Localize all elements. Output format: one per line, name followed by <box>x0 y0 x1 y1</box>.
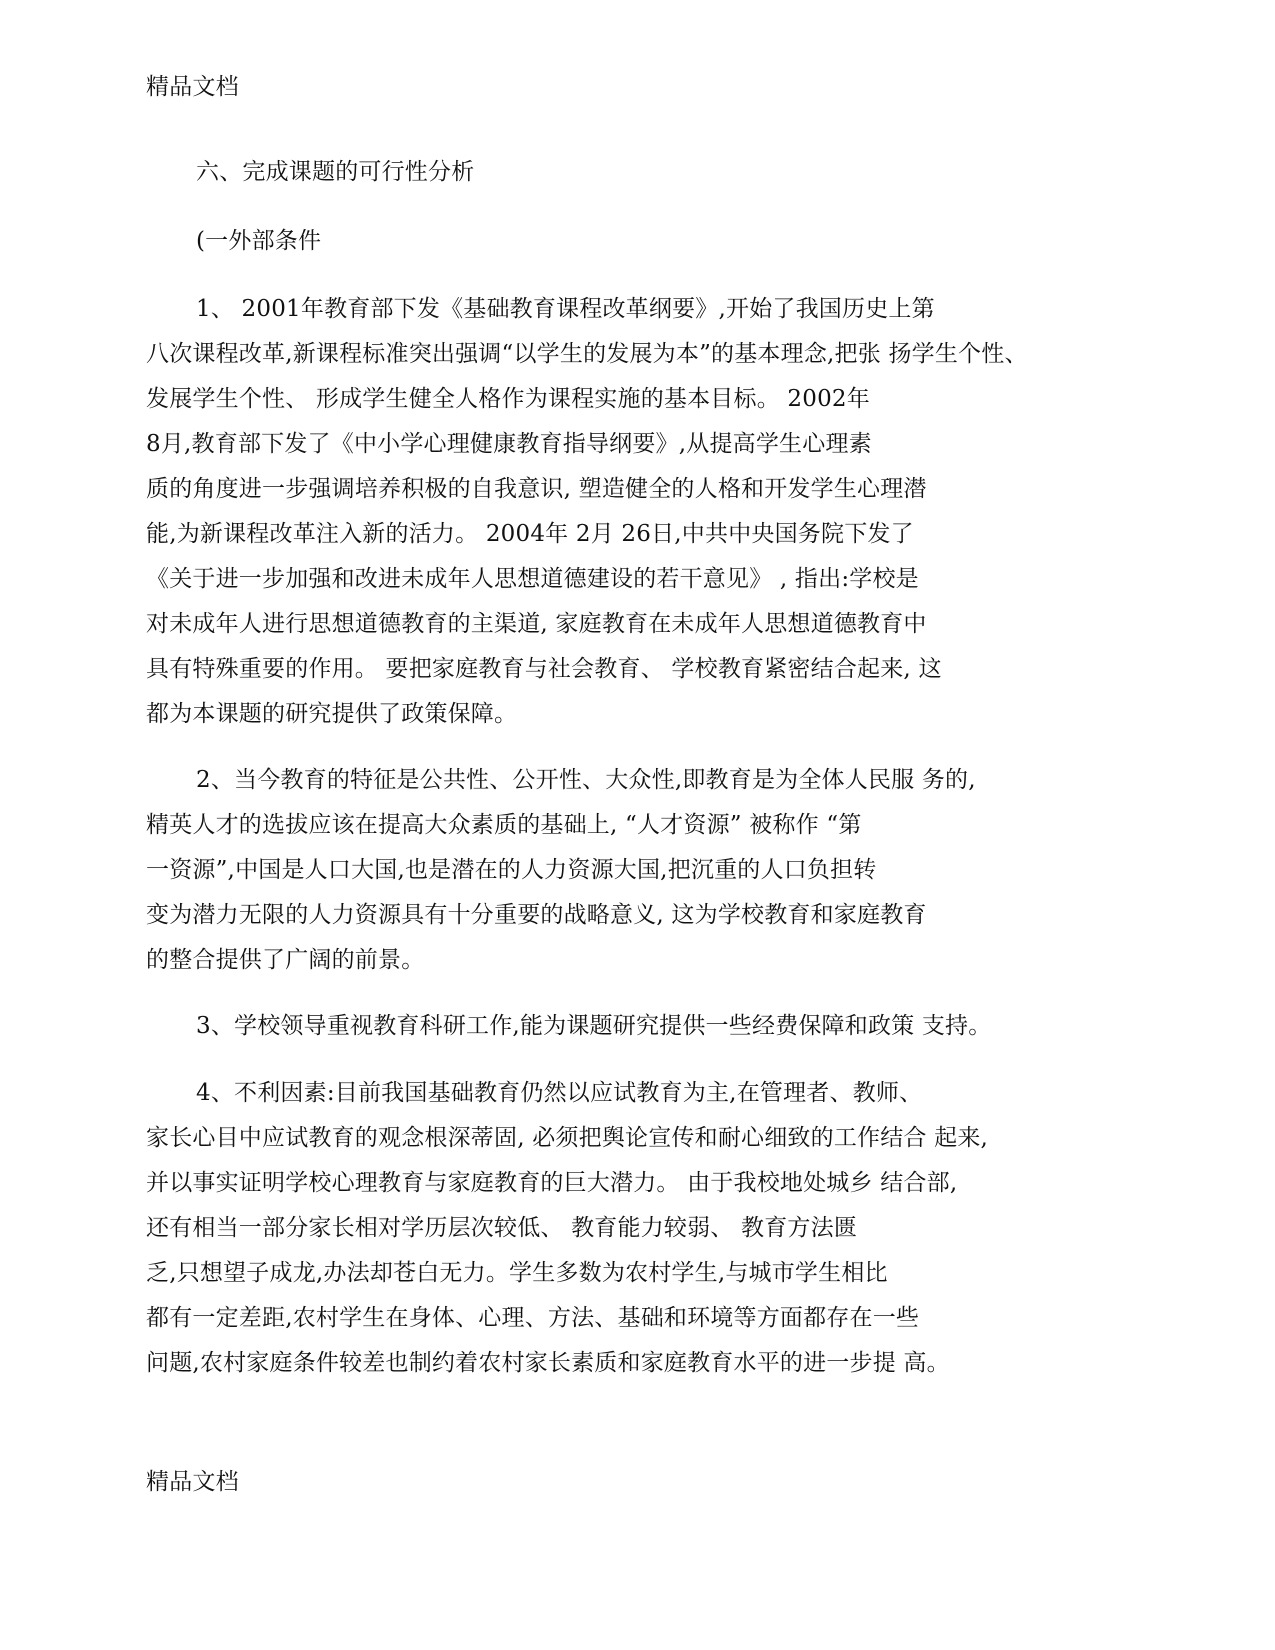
paragraph-line: 8月,教育部下发了《中小学心理健康教育指导纲要》,从提高学生心理素 <box>146 431 872 457</box>
paragraph-line: 一资源”,中国是人口大国,也是潜在的人力资源大国,把沉重的人口负担转 <box>146 857 877 883</box>
paragraph-line: 对未成年人进行思想道德教育的主渠道, 家庭教育在未成年人思想道德教育中 <box>146 611 927 637</box>
paragraph-line: 问题,农村家庭条件较差也制约着农村家长素质和家庭教育水平的进一步提 高。 <box>146 1350 950 1376</box>
paragraph-line: 发展学生个性、 形成学生健全人格作为课程实施的基本目标。 2002年 <box>146 386 870 412</box>
paragraph-line: 都有一定差距,农村学生在身体、心理、方法、基础和环境等方面都存在一些 <box>146 1305 920 1331</box>
section-heading: 六、完成课题的可行性分析 <box>196 159 475 185</box>
paragraph-line: 都为本课题的研究提供了政策保障。 <box>146 701 518 727</box>
paragraph-line: 精英人才的选拔应该在提高大众素质的基础上, “人才资源” 被称作 “第 <box>146 812 862 838</box>
paragraph-line: 2、当今教育的特征是公共性、公开性、大众性,即教育是为全体人民服 务的, <box>196 767 976 793</box>
paragraph-line: 1、 2001年教育部下发《基础教育课程改革纲要》,开始了我国历史上第 <box>196 296 935 322</box>
paragraph-line: 能,为新课程改革注入新的活力。 2004年 2月 26日,中共中央国务院下发了 <box>146 521 914 547</box>
paragraph-line: 3、学校领导重视教育科研工作,能为课题研究提供一些经费保障和政策 支持。 <box>196 1013 992 1039</box>
paragraph-line: 变为潜力无限的人力资源具有十分重要的战略意义, 这为学校教育和家庭教育 <box>146 902 927 928</box>
paragraph-line: 并以事实证明学校心理教育与家庭教育的巨大潜力。 由于我校地处城乡 结合部, <box>146 1170 958 1196</box>
section-subheading: (一外部条件 <box>196 228 322 254</box>
paragraph-line: 4、不利因素:目前我国基础教育仍然以应试教育为主,在管理者、教师、 <box>196 1080 923 1106</box>
paragraph-line: 的整合提供了广阔的前景。 <box>146 947 425 973</box>
page-footer: 精品文档 <box>146 1469 239 1495</box>
paragraph-line: 《关于进一步加强和改进未成年人思想道德建设的若干意见》 , 指出:学校是 <box>146 566 919 592</box>
paragraph-line: 还有相当一部分家长相对学历层次较低、 教育能力较弱、 教育方法匮 <box>146 1215 858 1241</box>
paragraph-line: 具有特殊重要的作用。 要把家庭教育与社会教育、 学校教育紧密结合起来, 这 <box>146 656 942 682</box>
paragraph-line: 八次课程改革,新课程标准突出强调“以学生的发展为本”的基本理念,把张 扬学生个性、 <box>146 341 1028 367</box>
paragraph-line: 质的角度进一步强调培养积极的自我意识, 塑造健全的人格和开发学生心理潜 <box>146 476 927 502</box>
paragraph-line: 乏,只想望子成龙,办法却苍白无力。学生多数为农村学生,与城市学生相比 <box>146 1260 888 1286</box>
page-header: 精品文档 <box>146 74 239 100</box>
paragraph-line: 家长心目中应试教育的观念根深蒂固, 必须把舆论宣传和耐心细致的工作结合 起来, <box>146 1125 989 1151</box>
